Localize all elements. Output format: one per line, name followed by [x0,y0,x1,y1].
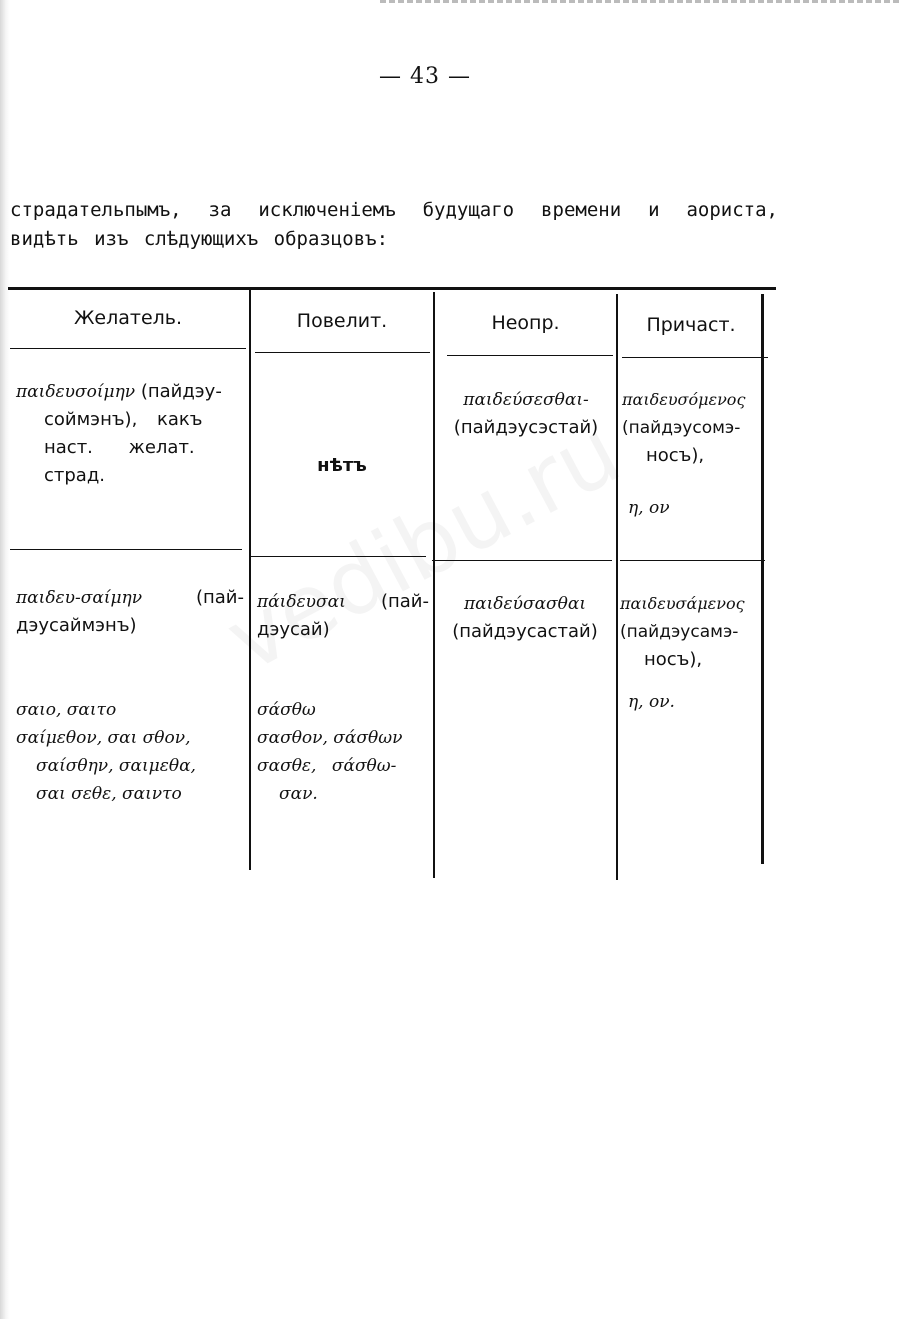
row2-optative-form: σαίμεθον, σαι σθον, [16,728,191,748]
header-infinitive: Неопр. [491,312,560,334]
row2-optative-form: σαι σεθε, σαιντο [36,784,182,804]
header-underline-4 [622,357,768,358]
row2-optative-form: σαιο, σαιτο [16,700,117,720]
header-optative: Желатель. [73,307,183,329]
row2-imperative-form: σαν. [279,784,318,804]
row2-imperative-form: σασθε, σάσθω- [257,756,397,776]
header-participle: Причаст. [646,314,736,336]
row2-imperative-greek: πάιδευσαι [257,592,346,612]
intro-line-2: видѣть изъ слѣдующихъ образцовъ: [10,228,389,250]
table-divider-2 [433,292,435,878]
row-separator-2 [250,556,426,557]
row2-imperative-form: σάσθω [257,700,316,720]
row2-imperative-ru2: дэусай) [257,619,330,640]
row2-optative-form: σαίσθην, σαιμεθα, [36,756,196,776]
row1-participle-endings: η, ον [628,498,670,518]
row-separator-3 [432,560,612,561]
row1-participle-ru1: (пайдэусомэ- [622,418,741,438]
table-top-rule [8,287,776,290]
intro-paragraph [10,196,778,254]
row1-optative-text1: (пайдэу- [140,381,222,402]
row1-infinitive-ru: (пайдэусэстай) [453,417,599,438]
row-separator-1 [10,549,242,550]
row2-infinitive [436,590,614,646]
row1-participle [622,386,762,522]
page-top-edge [380,0,900,3]
row1-participle-ru2: носъ), [646,445,705,466]
header-imperative: Повелит. [296,310,388,332]
row2-participle-greek: παιδευσάμενος [620,594,745,613]
row1-optative-text4: страд. [44,465,106,486]
row2-imperative-form: σασθον, σάσθων [257,728,403,748]
row2-participle-endings: η, ον. [628,692,675,712]
row2-optative-ru1: (пай- [195,587,244,608]
row2-infinitive-greek: παιδεύσασθαι [463,594,587,614]
row1-participle-greek: παιδευσόμενος [622,390,746,409]
row2-participle [620,590,762,716]
header-underline-3 [447,355,613,356]
row2-optative [16,584,244,808]
row2-participle-ru1: (пайдэусамэ- [620,622,739,642]
row2-participle-ru2: носъ), [644,649,703,670]
row1-infinitive-greek: παιδεύσεσθαι- [463,390,589,410]
table-right-border [761,294,764,864]
header-underline-2 [255,352,430,353]
table-divider-3 [616,294,618,880]
row1-infinitive [438,386,614,442]
page-number: — 43 — [379,64,471,89]
row2-infinitive-ru: (пайдэусастай) [452,621,598,642]
row1-optative [16,378,244,490]
row2-optative-greek: παιδευ-σαίμην [16,588,143,608]
page-edge-shadow [0,0,10,1319]
row1-optative-text2: соймэнъ), какъ [44,409,203,430]
row1-optative-greek: παιδευσοίμην [16,382,136,402]
row2-optative-ru2: дэусаймэнъ) [16,615,137,636]
row-separator-4 [620,560,765,561]
row1-optative-text3: наст. желат. [44,437,195,458]
row2-imperative-ru1: (пай- [380,591,429,612]
intro-line-1: страдательпымъ, за исключеніемъ будущаго времени и аориста, [10,199,778,221]
row1-imperative: нѣтъ [317,455,367,476]
table-divider-1 [249,290,251,870]
row2-imperative [257,588,429,808]
header-underline-1 [10,348,246,349]
